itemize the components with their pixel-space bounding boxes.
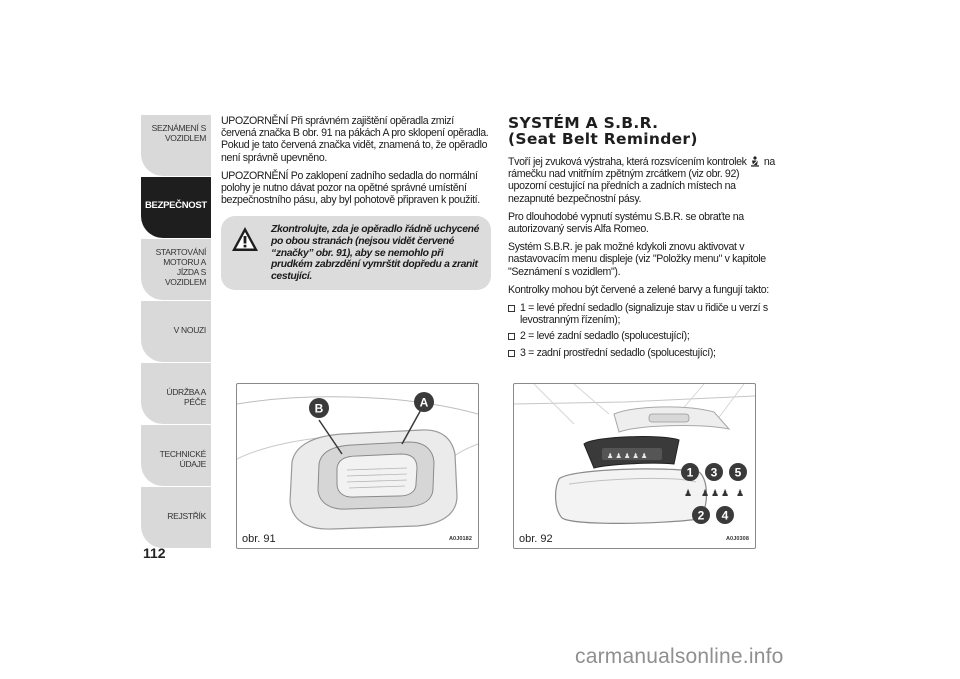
sbr-paragraph-4: Kontrolky mohou být červené a zelené barvy a fungují takto: [508,283,769,296]
warning-box [221,216,491,290]
figure-91-caption: obr. 91 [242,533,276,545]
tab-rejstrik[interactable]: REJSTŘÍK [141,487,211,548]
watermark: carmanualsonline.info [575,645,784,668]
figure-91-code: A0J0182 [448,536,472,542]
heading-line-1: SYSTÉM A S.B.R. [508,114,659,132]
left-column [221,115,491,290]
svg-text:♟: ♟ [711,489,720,499]
page-number: 112 [143,545,166,561]
tab-v-nouzi[interactable]: V NOUZI [141,301,211,362]
sbr-p1-end: na rámečku nad vnitřním zpětným zrcátkem (viz obr. 92) upozorní cestující na předních a zadních místech na nezapnuté bezpečnostní pásy. [508,156,775,205]
seat-belt-icon [750,156,760,167]
svg-text:♟: ♟ [721,489,730,499]
svg-text:♟ ♟ ♟ ♟ ♟: ♟ ♟ ♟ ♟ ♟ [607,452,648,460]
callout-5-label: 5 [734,465,742,480]
tab-udrzba-a-pece[interactable]: ÚDRŽBA A PÉČE [141,363,211,424]
list-item: 2 = levé zadní sedadlo (spolucestující); [508,330,778,342]
figure-92 [513,383,756,549]
figure-92-caption: obr. 92 [519,533,553,545]
note-paragraph-1: UPOZORNĚNÍ Při správném zajištění opěradla zmizí červená značka B obr. 91 na pákách A pro sklopení opěradla. Pokud je tato červená značka vidět, znamená to, že opěradlo není správně upevněno. [221,115,489,164]
warning-triangle-icon [231,226,259,252]
callout-2-label: 2 [697,508,705,523]
sbr-paragraph-3: Systém S.B.R. je pak možné kdykoli znovu aktivovat v nastavovacím menu displeje (viz "Položky menu" v kapitole "Seznámení s vozidlem"). [508,241,766,278]
figure-92-code: A0J0308 [725,536,749,542]
note-paragraph-2: UPOZORNĚNÍ Po zaklopení zadního sedadla do normální polohy je nutno dávat pozor na opětné správné umístění bezpečnostního pásu, aby byl pohotově připraven k použití. [221,169,480,207]
tab-seznameni-s-vozidlem[interactable]: SEZNÁMENÍ S VOZIDLEM [141,115,211,176]
tab-startovani[interactable]: STARTOVÁNÍ MOTORU A JÍZDA S VOZIDLEM [141,239,211,300]
sbr-paragraph-2: Pro dlouhodobé vypnutí systému S.B.R. se obraťte na autorizovaný servis Alfa Romeo. [508,210,744,236]
figure-91 [236,383,479,549]
right-column [508,115,778,363]
sbr-p1-start: Tvoří jej zvuková výstraha, která rozsvícením kontrolek [508,156,747,168]
svg-text:♟: ♟ [736,489,745,499]
heading-line-2: (Seat Belt Reminder) [508,130,698,148]
callout-b-label: B [314,401,324,416]
tab-bezpecnost[interactable]: BEZPEČNOST [141,177,211,238]
sbr-paragraph-1 [508,156,778,205]
list-item: 3 = zadní prostřední sedadlo (spolucestující); [508,347,778,359]
list-item: 1 = levé přední sedadlo (signalizuje stav u řidiče u verzí s levostranným řízením); [508,302,778,326]
tab-technicke-udaje[interactable]: TECHNICKÉ ÚDAJE [141,425,211,486]
callout-3-label: 3 [710,465,718,480]
overhead-console-illustration [514,384,755,548]
warning-text: Zkontrolujte, zda je opěradlo řádně uchycené po obou stranách (nejsou vidět červené “značky” obr. 91), aby se nemohlo při prudkém zabrzdění vymrštit dopředu a zranit cestující. [271,224,480,282]
callout-1-label: 1 [686,465,694,480]
section-heading [508,115,778,147]
callout-4-label: 4 [721,508,729,523]
svg-text:♟: ♟ [701,489,710,499]
callout-a-label: A [419,395,429,410]
svg-text:♟: ♟ [684,489,693,499]
rear-seat-lever-illustration [237,384,478,548]
